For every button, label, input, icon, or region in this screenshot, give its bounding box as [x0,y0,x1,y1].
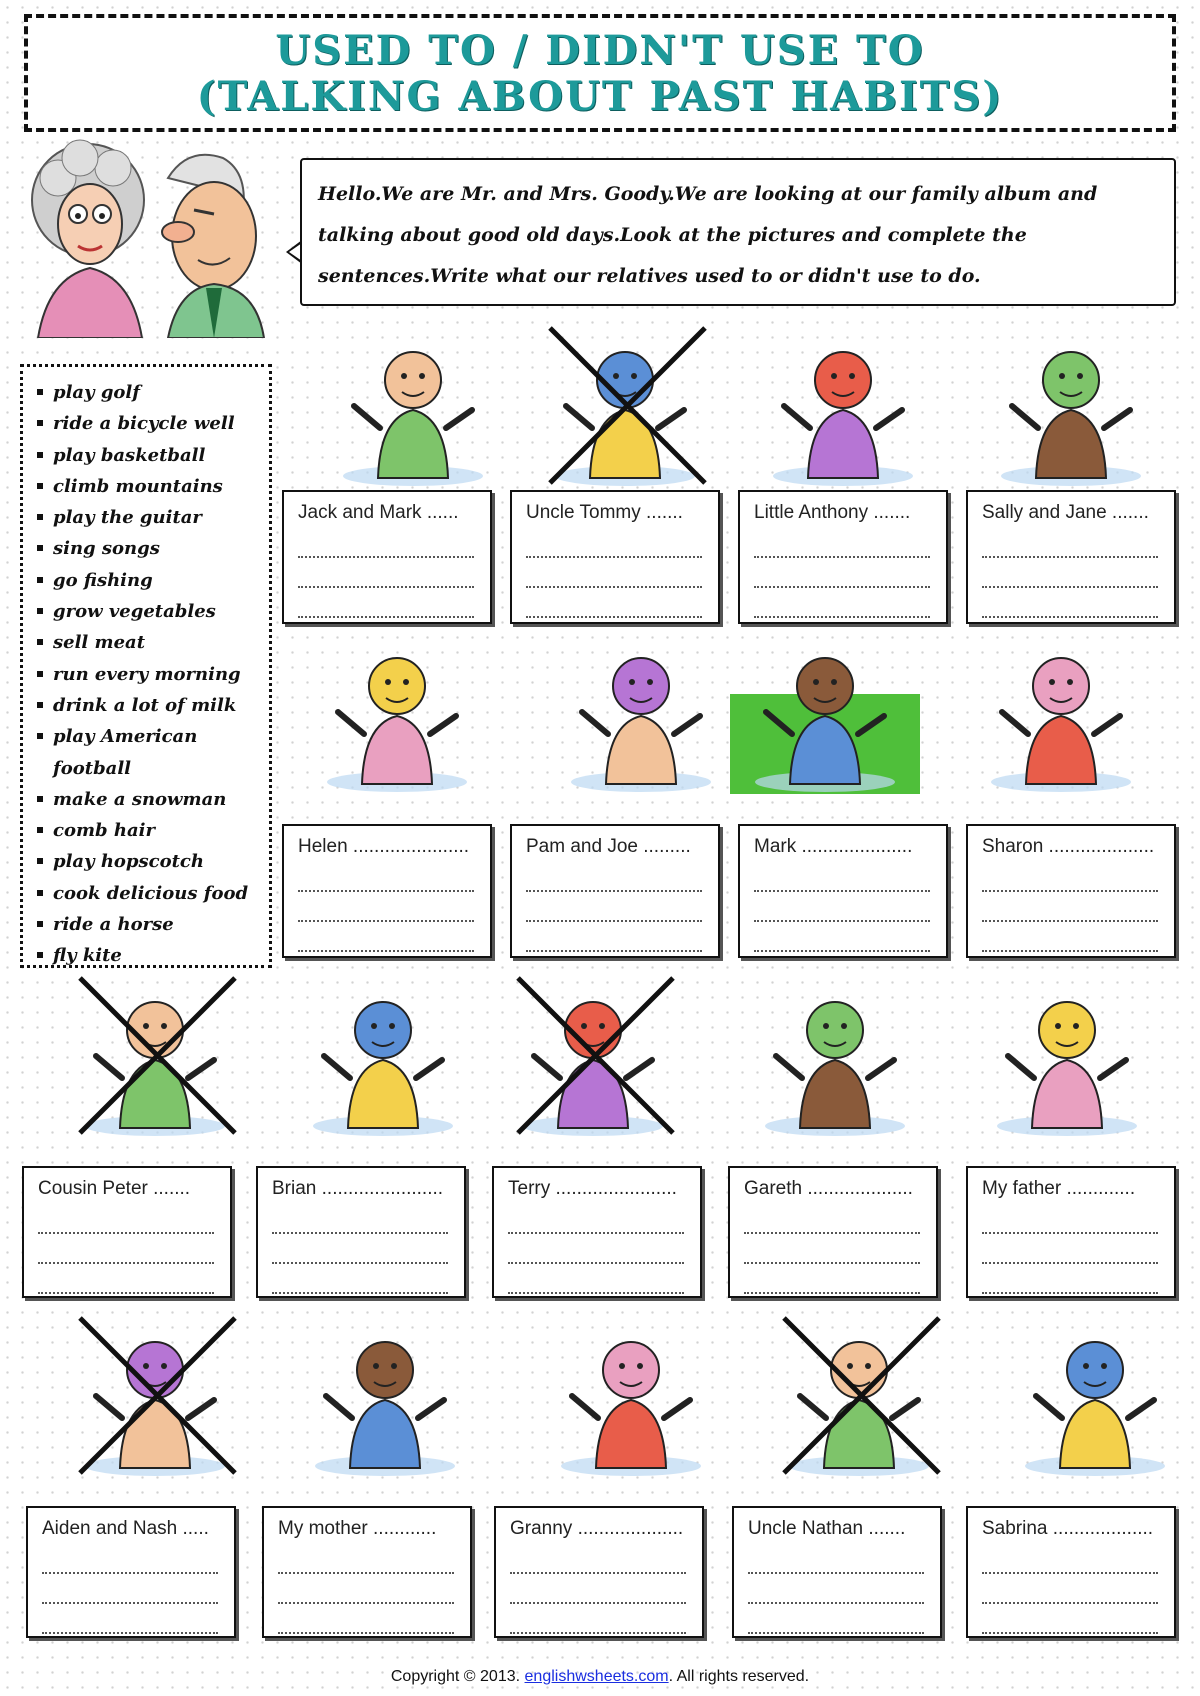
answer-box-subject: Little Anthony ....... [754,502,911,523]
answer-box[interactable] [966,1506,1176,1638]
gardener-illustration [972,968,1162,1142]
answer-line[interactable] [982,922,1158,952]
answer-box[interactable] [738,824,948,958]
word-bank-item: make a snowman [37,784,265,815]
copyright-text: Copyright © 2013. [390,1668,521,1685]
answer-line[interactable] [754,922,930,952]
answer-box[interactable] [262,1506,472,1638]
answer-line[interactable] [982,588,1158,618]
snowman-maker-illustration [302,624,492,798]
answer-box[interactable] [494,1506,704,1638]
answer-line[interactable] [298,588,474,618]
copyright-footer [0,1668,1200,1686]
grandparents-illustration [18,138,280,338]
golfer-illustration [730,624,920,798]
answer-line[interactable] [754,588,930,618]
answer-box-subject: Granny .................... [510,1518,684,1539]
mountain-climber-illustration [60,968,250,1142]
word-bank-item: sell meat [37,627,265,658]
answer-line[interactable] [42,1574,218,1604]
word-bank-item: sing songs [37,533,265,564]
answer-box-subject: Sharon .................... [982,836,1155,857]
answer-line[interactable] [754,862,930,892]
answer-line[interactable] [744,1264,920,1294]
answer-box[interactable] [22,1166,232,1298]
answer-line[interactable] [754,528,930,558]
answer-line[interactable] [298,862,474,892]
answer-line[interactable] [510,1544,686,1574]
answer-line[interactable] [982,1574,1158,1604]
carol-singers-illustration [546,624,736,798]
joggers-illustration [740,968,930,1142]
answer-line[interactable] [982,1264,1158,1294]
answer-box-subject: Sabrina ................... [982,1518,1154,1539]
cook-turkey-illustration [290,1308,480,1482]
word-bank [20,364,272,968]
word-bank-item: play American football [37,721,265,784]
answer-box-subject: Helen ...................... [298,836,470,857]
copyright-suffix: . All rights reserved. [668,1668,810,1685]
answer-line[interactable] [526,528,702,558]
answer-line[interactable] [278,1574,454,1604]
answer-line[interactable] [526,922,702,952]
answer-line[interactable] [510,1574,686,1604]
bicycle-crash-illustration [498,968,688,1142]
answer-line[interactable] [748,1544,924,1574]
answer-line[interactable] [982,1204,1158,1234]
word-bank-item: climb mountains [37,471,265,502]
word-bank-item: grow vegetables [37,596,265,627]
baby-milk-bottle-illustration [748,318,938,492]
answer-box-subject: Sally and Jane ....... [982,502,1149,523]
answer-line[interactable] [526,558,702,588]
title-line-1: USED TO / DIDN'T USE TO [275,27,925,74]
answer-line[interactable] [278,1544,454,1574]
answer-box-subject: Gareth .................... [744,1178,913,1199]
answer-box-subject: My mother ............ [278,1518,437,1539]
answer-line[interactable] [526,862,702,892]
answer-box-subject: Cousin Peter ....... [38,1178,191,1199]
answer-box-subject: Aiden and Nash ..... [42,1518,209,1539]
answer-line[interactable] [748,1574,924,1604]
answer-box[interactable] [966,824,1176,958]
answer-line[interactable] [744,1234,920,1264]
answer-line[interactable] [754,892,930,922]
answer-box-subject: My father ............. [982,1178,1136,1199]
football-player-illustration [60,1308,250,1482]
answer-line[interactable] [526,892,702,922]
answer-line[interactable] [982,1604,1158,1634]
answer-box-subject: Brian ....................... [272,1178,444,1199]
title-line-2: (TALKING ABOUT PAST HABITS) [196,73,1004,120]
title-banner [24,14,1176,132]
girls-hopscotch-illustration [976,318,1166,492]
word-bank-item: go fishing [37,565,265,596]
horse-rider-illustration [966,624,1156,798]
word-bank-item: run every morning [37,659,265,690]
answer-line[interactable] [272,1264,448,1294]
intro-instructions: Hello.We are Mr. and Mrs. Goody.We are looking at our family album and talking about good old days.Look at the pictures and complete the sentences.Write what our relatives used to or didn't use to do. [300,158,1176,306]
word-bank-item: play golf [37,377,265,408]
answer-box[interactable] [966,490,1176,624]
answer-box[interactable] [256,1166,466,1298]
answer-box[interactable] [728,1166,938,1298]
answer-line[interactable] [278,1604,454,1634]
answer-line[interactable] [982,1544,1158,1574]
word-bank-item: drink a lot of milk [37,690,265,721]
answer-line[interactable] [272,1234,448,1264]
answer-box[interactable] [282,490,492,624]
answer-line[interactable] [508,1234,684,1264]
answer-line[interactable] [748,1604,924,1634]
answer-line[interactable] [510,1604,686,1634]
answer-box-subject: Terry ....................... [508,1178,677,1199]
answer-box[interactable] [738,490,948,624]
answer-box-subject: Jack and Mark ...... [298,502,459,523]
answer-line[interactable] [42,1544,218,1574]
word-bank-item: play basketball [37,440,265,471]
answer-line[interactable] [38,1204,214,1234]
guitar-player-illustration [1000,1308,1190,1482]
word-bank-item: comb hair [37,815,265,846]
answer-box[interactable] [510,824,720,958]
butcher-illustration [288,968,478,1142]
basketball-players-illustration [318,318,508,492]
answer-box[interactable] [966,1166,1176,1298]
answer-line[interactable] [508,1204,684,1234]
answer-box[interactable] [732,1506,942,1638]
answer-line[interactable] [38,1234,214,1264]
answer-line[interactable] [38,1264,214,1294]
fisherman-boat-illustration [530,318,720,492]
grandma-combing-illustration [536,1308,726,1482]
answer-line[interactable] [508,1264,684,1294]
word-bank-item: play the guitar [37,502,265,533]
answer-line[interactable] [42,1604,218,1634]
answer-line[interactable] [298,922,474,952]
word-bank-item: fly kite [37,940,265,971]
word-bank-item: ride a horse [37,909,265,940]
answer-line[interactable] [982,1234,1158,1264]
answer-line[interactable] [982,558,1158,588]
answer-line[interactable] [272,1204,448,1234]
answer-box-subject: Uncle Nathan ....... [748,1518,906,1539]
answer-box[interactable] [26,1506,236,1638]
answer-line[interactable] [982,892,1158,922]
answer-box-subject: Pam and Joe ......... [526,836,691,857]
answer-line[interactable] [754,558,930,588]
website-link[interactable]: englishwsheets.com [524,1668,669,1685]
answer-line[interactable] [526,588,702,618]
answer-line[interactable] [982,528,1158,558]
answer-box[interactable] [282,824,492,958]
word-bank-item: cook delicious food [37,878,265,909]
answer-line[interactable] [982,862,1158,892]
answer-line[interactable] [298,892,474,922]
answer-line[interactable] [298,528,474,558]
answer-box-subject: Uncle Tommy ....... [526,502,683,523]
word-bank-item: ride a bicycle well [37,408,265,439]
answer-box[interactable] [510,490,720,624]
answer-line[interactable] [298,558,474,588]
answer-line[interactable] [744,1204,920,1234]
answer-box[interactable] [492,1166,702,1298]
answer-box-subject: Mark ..................... [754,836,913,857]
kite-flyer-illustration [764,1308,954,1482]
word-bank-item: play hopscotch [37,846,265,877]
